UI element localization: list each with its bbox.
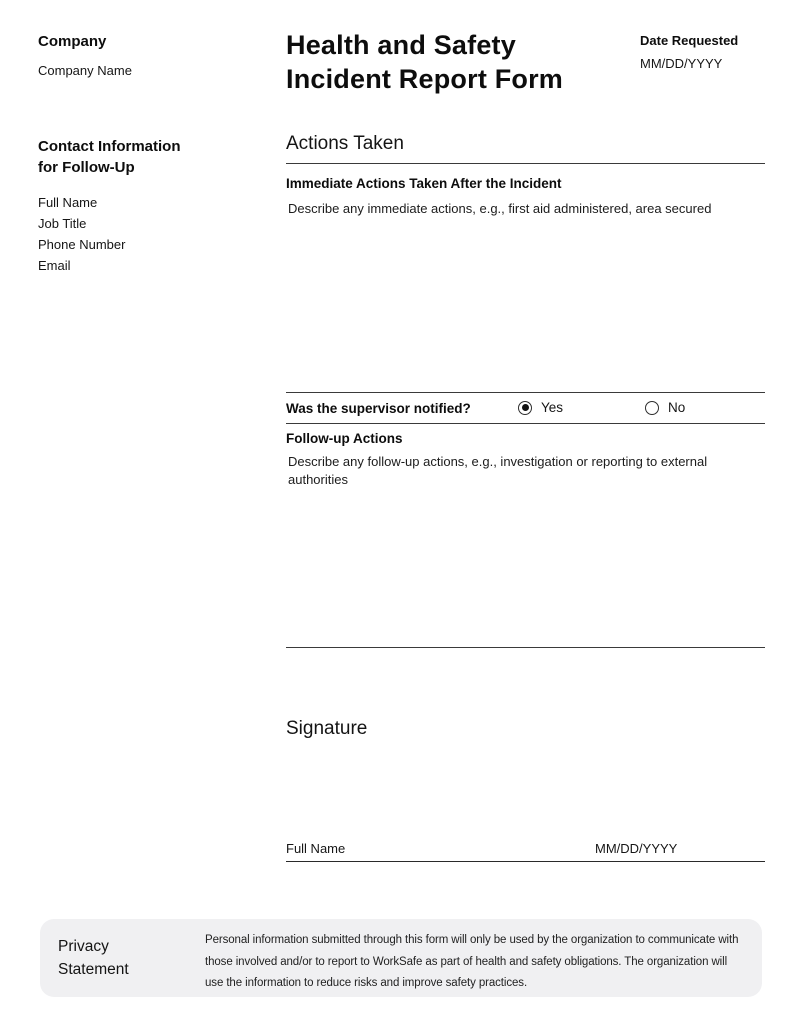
- radio-yes-icon[interactable]: [518, 401, 532, 415]
- page-title: Health and Safety Incident Report Form: [286, 30, 564, 94]
- radio-option-no[interactable]: [645, 400, 685, 415]
- date-requested-field[interactable]: MM/DD/YYYY: [640, 56, 723, 71]
- main-column: [286, 0, 765, 1035]
- divider: [286, 163, 765, 164]
- contact-heading: Contact Information for Follow-Up: [38, 138, 181, 176]
- immediate-actions-label: Immediate Actions Taken After the Incident: [286, 176, 562, 191]
- radio-option-yes[interactable]: [518, 400, 563, 415]
- divider: [286, 423, 765, 424]
- signature-date-field[interactable]: MM/DD/YYYY: [595, 841, 678, 856]
- date-requested-label: Date Requested: [640, 33, 739, 48]
- contact-sidebar: [38, 136, 248, 276]
- contact-field-email[interactable]: Email: [38, 258, 71, 273]
- privacy-heading: Privacy Statement: [58, 938, 129, 978]
- privacy-statement-box: [40, 919, 762, 997]
- company-label: Company: [38, 33, 107, 50]
- supervisor-question: Was the supervisor notified?: [286, 401, 471, 416]
- supervisor-notified-row: [286, 399, 765, 421]
- radio-no-label: No: [668, 400, 686, 415]
- signature-full-name-field[interactable]: Full Name: [286, 841, 346, 856]
- contact-field-phone-number[interactable]: Phone Number: [38, 237, 126, 252]
- contact-field-full-name[interactable]: Full Name: [38, 195, 98, 210]
- privacy-body-text: Personal information submitted through this form will only be used by the organization to communicate with those involved and/or to report to WorkSafe as part of health and safety obligations. The organization will use the information to reduce risks and improve safety practices.: [205, 934, 739, 989]
- radio-yes-label: Yes: [541, 400, 564, 415]
- divider: [286, 392, 765, 393]
- contact-field-job-title[interactable]: Job Title: [38, 216, 87, 231]
- signature-heading: Signature: [286, 718, 368, 739]
- company-name-field[interactable]: Company Name: [38, 63, 132, 78]
- actions-taken-heading: Actions Taken: [286, 133, 404, 154]
- followup-actions-label: Follow-up Actions: [286, 431, 403, 446]
- company-block: [38, 33, 132, 78]
- followup-actions-textarea[interactable]: Describe any follow-up actions, e.g., investigation or reporting to external authorities: [288, 454, 708, 487]
- divider: [286, 647, 765, 648]
- immediate-actions-textarea[interactable]: Describe any immediate actions, e.g., first aid administered, area secured: [288, 201, 712, 216]
- contact-fields: [38, 192, 248, 276]
- signature-line: [286, 861, 765, 862]
- signature-row: [286, 839, 765, 859]
- radio-no-icon[interactable]: [645, 401, 659, 415]
